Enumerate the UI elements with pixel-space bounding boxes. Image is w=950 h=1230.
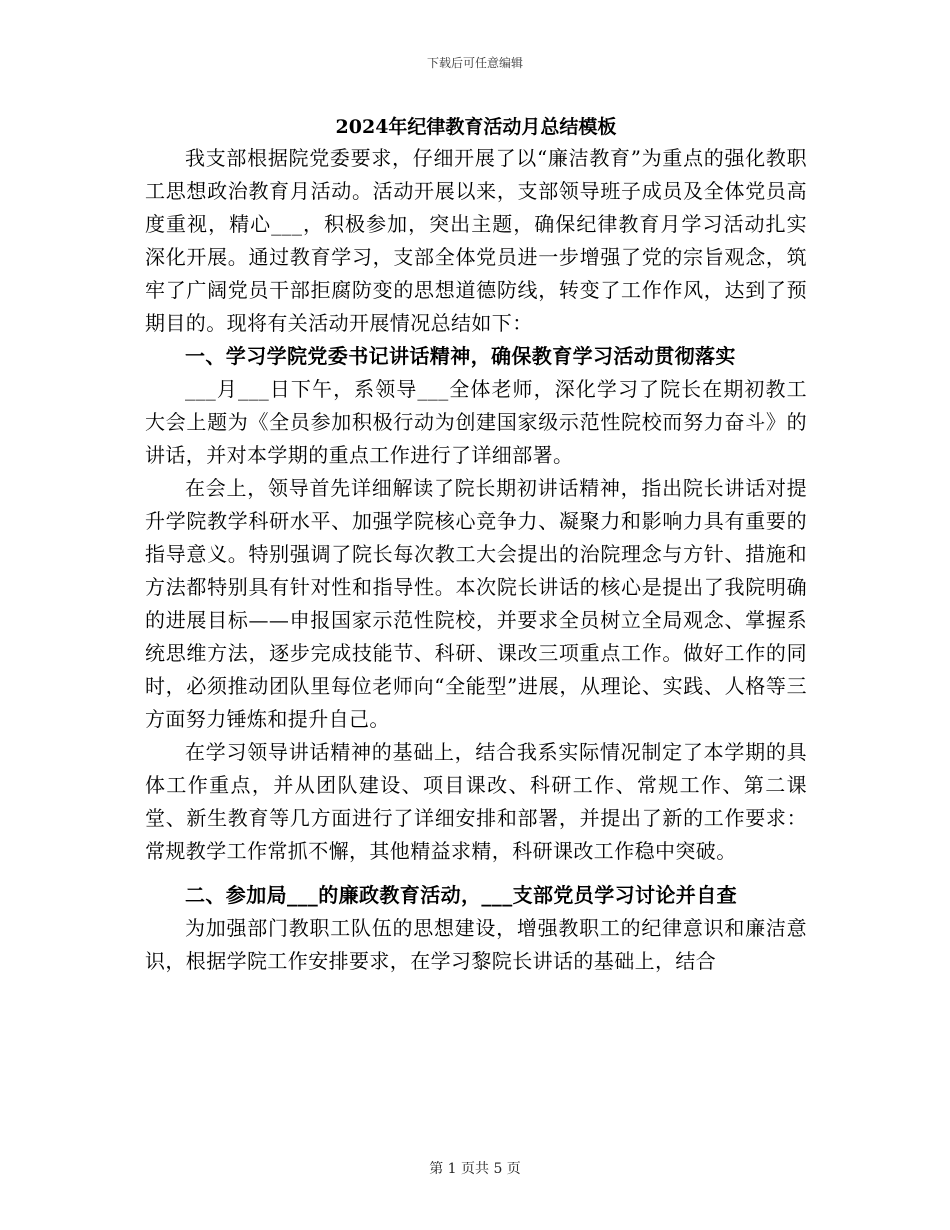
page-header: 下载后可任意编辑 bbox=[426, 56, 523, 70]
section-heading-1: 一、学习学院党委书记讲话精神，确保教育学习活动贯彻落实 bbox=[185, 344, 736, 368]
section-heading-2: 二、参加局___的廉政教育活动，___支部党员学习讨论并自查 bbox=[185, 883, 737, 907]
paragraph-discipline: 为加强部门教职工队伍的思想建设，增强教职工的纪律意识和廉洁意识，根据学院工作安排要求，在学习黎院长讲话的基础上，结合 bbox=[145, 916, 807, 973]
document-title: 2024年纪律教育活动月总结模板 bbox=[335, 116, 617, 138]
paragraph-plan: 在学习领导讲话精神的基础上，结合我系实际情况制定了本学期的具体工作重点，并从团队建设、项目课改、科研工作、常规工作、第二课堂、新生教育等几方面进行了详细安排和部署，并提出了新的工作要求：常规教学工作常抓不懈，其他精益求精，科研课改工作稳中突破。 bbox=[145, 740, 807, 863]
paragraph-meeting: ___月___日下午，系领导___全体老师，深化学习了院长在期初教工大会上题为《全员参加积极行动为创建国家级示范性院校而努力奋斗》的讲话，并对本学期的重点工作进行了详细部署。 bbox=[145, 377, 807, 467]
page-footer: 第 1 页共 5 页 bbox=[429, 1161, 521, 1177]
paragraph-intro: 我支部根据院党委要求，仔细开展了以“廉洁教育”为重点的强化教职工思想政治教育月活动。活动开展以来，支部领导班子成员及全体党员高度重视，精心___，积极参加，突出主题，确保纪律教育月学习活动扎实深化开展。通过教育学习，支部全体党员进一步增强了党的宗旨观念，筑牢了广阔党员干部拒腐防变的思想道德防线，转变了工作作风，达到了预期目的。现将有关活动开展情况总结如下： bbox=[145, 146, 807, 335]
paragraph-speech: 在会上，领导首先详细解读了院长期初讲话精神，指出院长讲话对提升学院教学科研水平、加强学院核心竞争力、凝聚力和影响力具有重要的指导意义。特别强调了院长每次教工大会提出的治院理念与方针、措施和方法都特别具有针对性和指导性。本次院长讲话的核心是提出了我院明确的进展目标——申报国家示范性院校，并要求全员树立全局观念、掌握系统思维方法，逐步完成技能节、科研、课改三项重点工作。做好工作的同时，必须推动团队里每位老师向“全能型”进展，从理论、实践、人格等三方面努力锤炼和提升自己。 bbox=[145, 476, 807, 731]
document-body bbox=[145, 112, 807, 978]
